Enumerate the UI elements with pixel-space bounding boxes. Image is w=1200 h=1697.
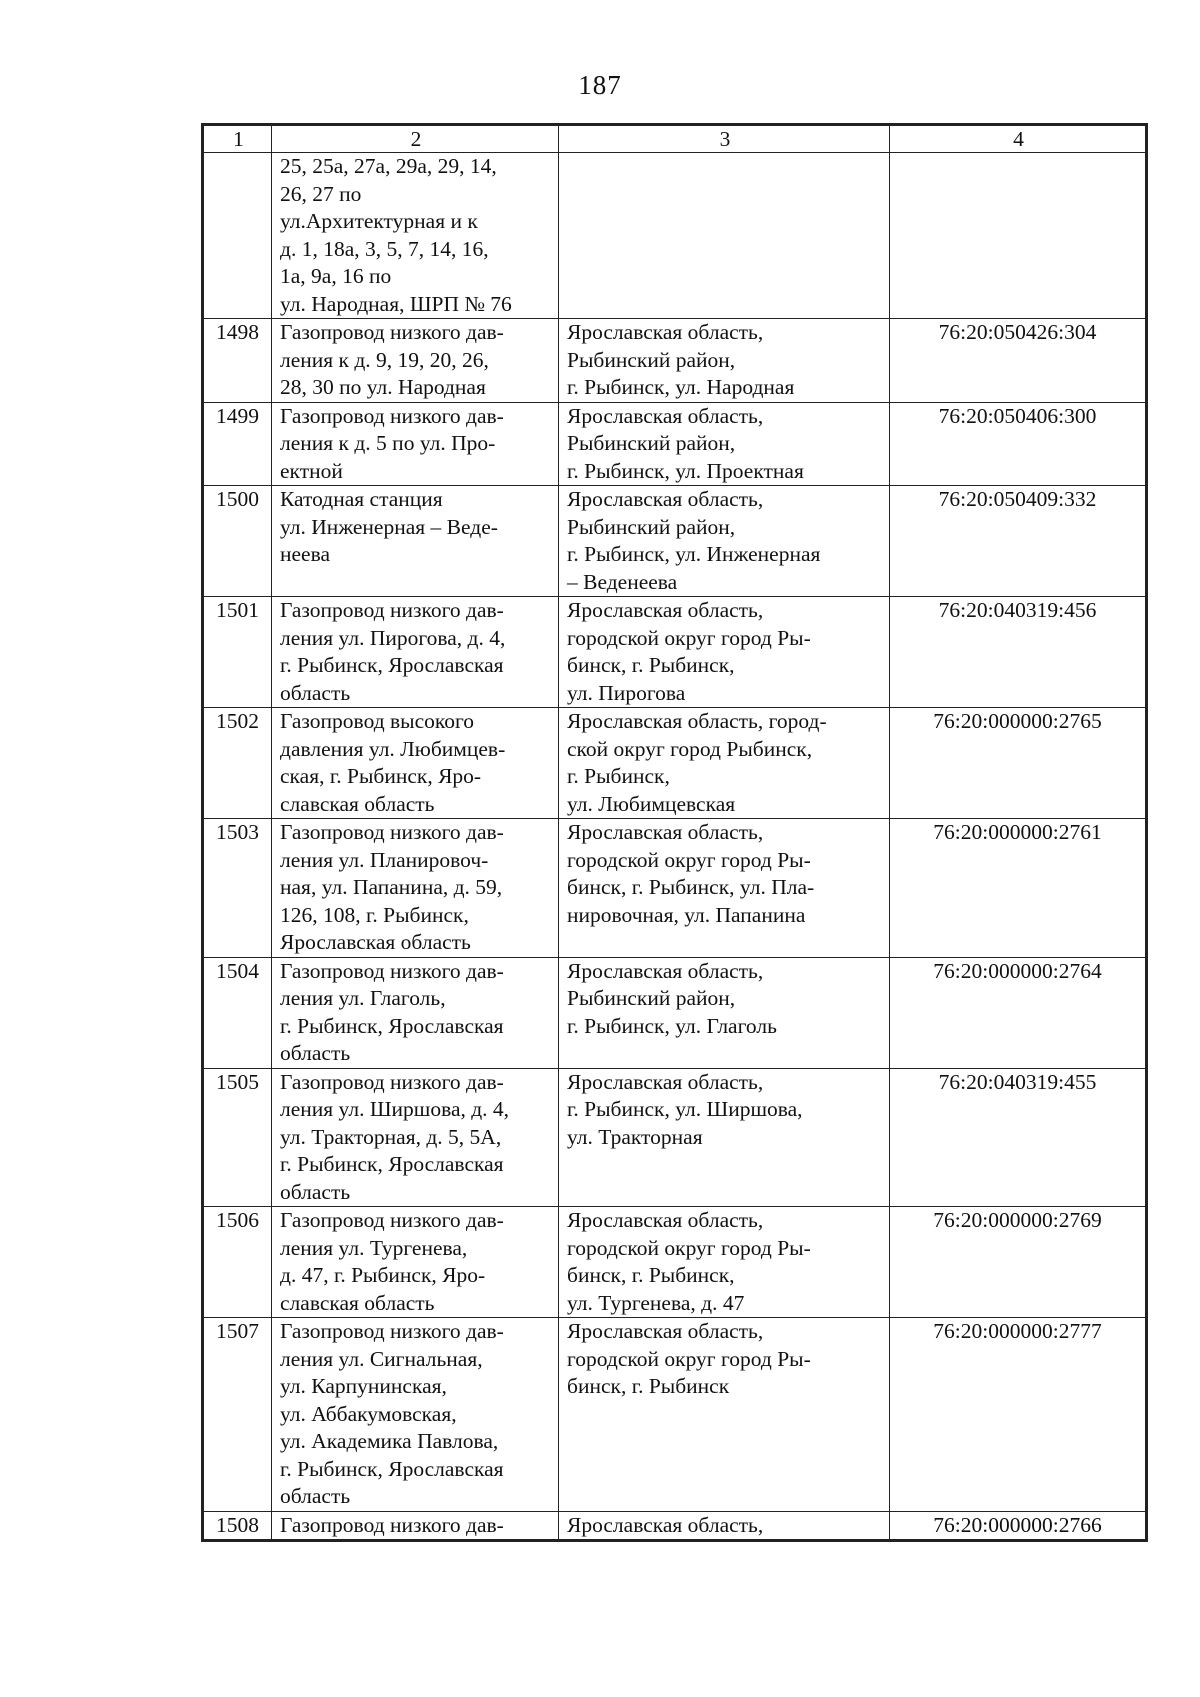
header-cell-2: 2 [272,126,559,153]
row-number-cell: 1504 [204,957,272,1068]
table-row [204,597,1146,708]
object-name-cell: Газопровод низкого дав- ления к д. 9, 19, 20, 26, 28, 30 по ул. Народная [272,319,559,403]
address-cell: Ярославская область, городской округ город Ры- бинск, г. Рыбинск, ул. Тургенева, д. 47 [559,1207,890,1318]
address-cell: Ярославская область, городской округ город Ры- бинск, г. Рыбинск [559,1318,890,1512]
object-name-cell: Газопровод низкого дав- ления ул. Планировоч- ная, ул. Папанина, д. 59, 126, 108, г. Рыбинск, Ярославская область [272,819,559,958]
page-number: 187 [578,70,622,100]
address-cell: Ярославская область, г. Рыбинск, ул. Ширшова, ул. Тракторная [559,1068,890,1207]
table-row [204,153,1146,319]
cadastral-number-cell: 76:20:000000:2769 [890,1207,1146,1318]
cadastral-number-cell: 76:20:050409:332 [890,486,1146,597]
table-row [204,1068,1146,1207]
object-name-cell: Газопровод низкого дав- ления ул. Пирогова, д. 4, г. Рыбинск, Ярославская область [272,597,559,708]
table-row [204,1318,1146,1512]
row-number-cell: 1500 [204,486,272,597]
object-name-cell: Газопровод низкого дав- ления ул. Тургенева, д. 47, г. Рыбинск, Яро- славская область [272,1207,559,1318]
row-number-cell: 1501 [204,597,272,708]
object-name-cell: Газопровод низкого дав- ления ул. Ширшова, д. 4, ул. Тракторная, д. 5, 5А, г. Рыбинск, Ярославская область [272,1068,559,1207]
row-number-cell: 1507 [204,1318,272,1512]
object-name-cell: Газопровод низкого дав- [272,1511,559,1540]
address-cell: Ярославская область, Рыбинский район, г. Рыбинск, ул. Инженерная – Веденеева [559,486,890,597]
cadastral-number-cell: 76:20:000000:2761 [890,819,1146,958]
row-number-cell: 1498 [204,319,272,403]
table-row [204,319,1146,403]
cadastral-number-cell: 76:20:050406:300 [890,402,1146,486]
address-cell: Ярославская область, город- ской округ город Рыбинск, г. Рыбинск, ул. Любимцевская [559,708,890,819]
object-name-cell: 25, 25а, 27а, 29а, 29, 14, 26, 27 по ул.Архитектурная и к д. 1, 18а, 3, 5, 7, 14, 16, 1а, 9а, 16 по ул. Народная, ШРП № 76 [272,153,559,319]
row-number-cell: 1506 [204,1207,272,1318]
cadastral-number-cell: 76:20:000000:2777 [890,1318,1146,1512]
object-name-cell: Катодная станция ул. Инженерная – Веде- неева [272,486,559,597]
cadastral-number-cell: 76:20:000000:2766 [890,1511,1146,1540]
table-row [204,402,1146,486]
row-number-cell: 1502 [204,708,272,819]
row-number-cell: 1499 [204,402,272,486]
table-row [204,819,1146,958]
address-cell: Ярославская область, Рыбинский район, г. Рыбинск, ул. Глаголь [559,957,890,1068]
address-cell: Ярославская область, Рыбинский район, г. Рыбинск, ул. Проектная [559,402,890,486]
table-row [204,708,1146,819]
cadastral-number-cell [890,153,1146,319]
object-name-cell: Газопровод высокого давления ул. Любимцев- ская, г. Рыбинск, Яро- славская область [272,708,559,819]
row-number-cell: 1503 [204,819,272,958]
address-cell: Ярославская область, городской округ город Ры- бинск, г. Рыбинск, ул. Пирогова [559,597,890,708]
registry-table [203,125,1146,1540]
address-cell: Ярославская область, городской округ город Ры- бинск, г. Рыбинск, ул. Пла- нировочная, ул. Папанина [559,819,890,958]
table-header-row [204,126,1146,153]
row-number-cell [204,153,272,319]
address-cell [559,153,890,319]
address-cell: Ярославская область, Рыбинский район, г. Рыбинск, ул. Народная [559,319,890,403]
object-name-cell: Газопровод низкого дав- ления ул. Глаголь, г. Рыбинск, Ярославская область [272,957,559,1068]
cadastral-number-cell: 76:20:040319:456 [890,597,1146,708]
table-row [204,957,1146,1068]
cadastral-number-cell: 76:20:000000:2765 [890,708,1146,819]
table-body [204,126,1146,1540]
cadastral-number-cell: 76:20:040319:455 [890,1068,1146,1207]
table-row [204,1207,1146,1318]
cadastral-number-cell: 76:20:050426:304 [890,319,1146,403]
address-cell: Ярославская область, [559,1511,890,1540]
header-cell-1: 1 [204,126,272,153]
cadastral-number-cell: 76:20:000000:2764 [890,957,1146,1068]
row-number-cell: 1508 [204,1511,272,1540]
table-row [204,486,1146,597]
header-cell-4: 4 [890,126,1146,153]
row-number-cell: 1505 [204,1068,272,1207]
header-cell-3: 3 [559,126,890,153]
table-row [204,1511,1146,1540]
object-name-cell: Газопровод низкого дав- ления к д. 5 по ул. Про- ектной [272,402,559,486]
object-name-cell: Газопровод низкого дав- ления ул. Сигнальная, ул. Карпунинская, ул. Аббакумовская, ул. Академика Павлова, г. Рыбинск, Ярославская область [272,1318,559,1512]
